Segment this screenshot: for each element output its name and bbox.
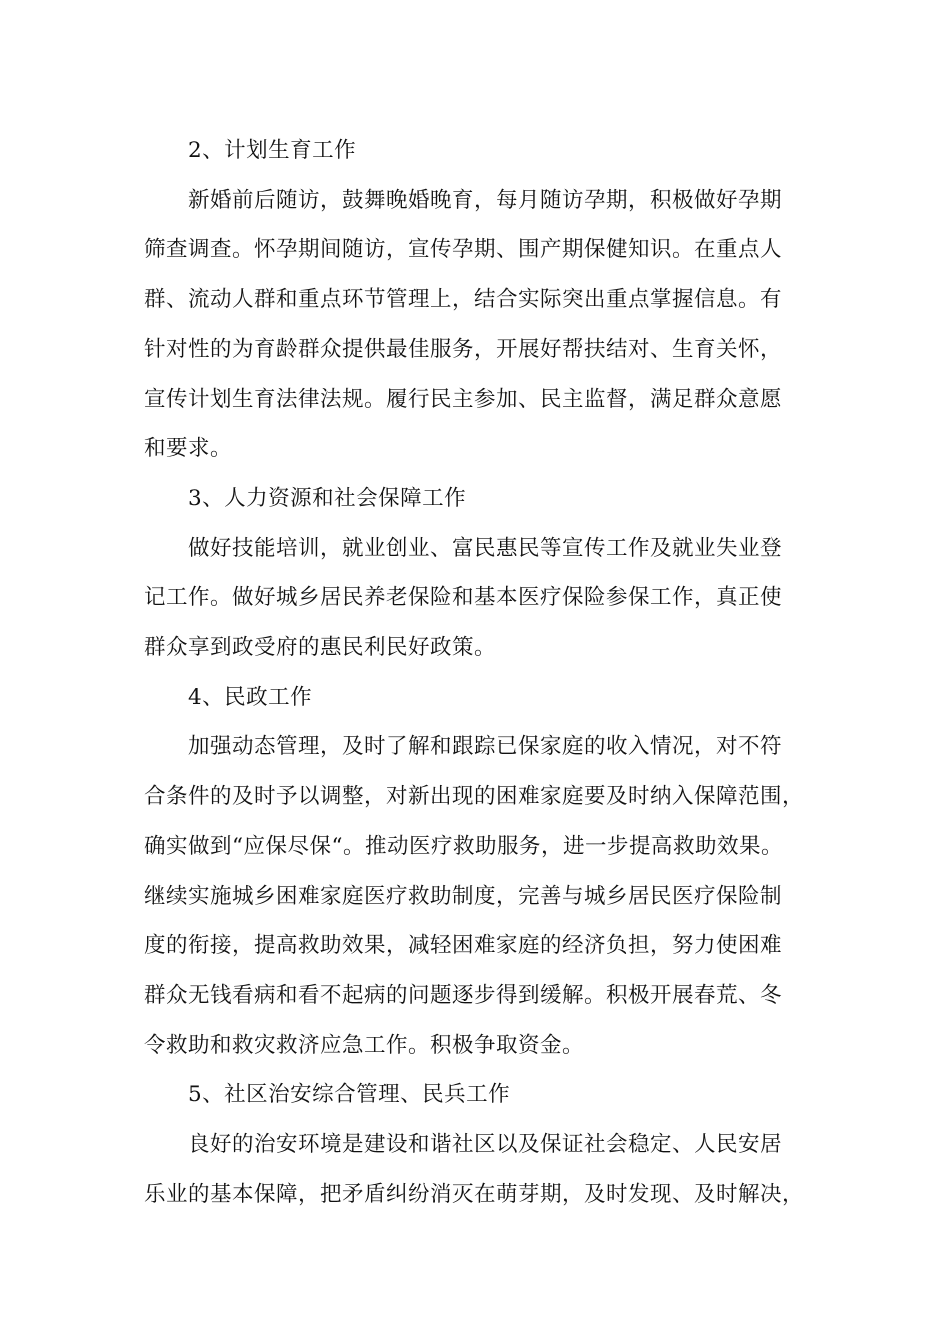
section-heading-community-security: 5、社区治安综合管理、民兵工作: [188, 1082, 511, 1108]
paragraph-line: 合条件的及时予以调整，对新出现的困难家庭要及时纳入保障范围，: [144, 784, 805, 810]
paragraph-line: 良好的治安环境是建设和谐社区以及保证社会稳定、人民安居: [188, 1132, 783, 1158]
section-heading-civil-affairs: 4、民政工作: [188, 684, 313, 710]
paragraph-line: 和要求。: [144, 436, 233, 462]
paragraph-line: 度的衔接，提高救助效果，减轻困难家庭的经济负担，努力使困难: [144, 933, 783, 959]
section-heading-human-resources: 3、人力资源和社会保障工作: [188, 485, 467, 511]
paragraph-line: 群众无钱看病和看不起病的问题逐步得到缓解。积极开展春荒、冬: [144, 982, 783, 1008]
paragraph-line: 群众享到政受府的惠民利民好政策。: [144, 635, 497, 661]
paragraph-line: 新婚前后随访，鼓舞晚婚晚育，每月随访孕期，积极做好孕期: [188, 187, 783, 213]
paragraph-line: 做好技能培训，就业创业、富民惠民等宣传工作及就业失业登: [188, 535, 783, 561]
paragraph-line: 令救助和救灾救济应急工作。积极争取资金。: [144, 1032, 585, 1058]
section-heading-family-planning: 2、计划生育工作: [188, 138, 357, 163]
paragraph-line: 群、流动人群和重点环节管理上，结合实际突出重点掌握信息。有: [144, 287, 783, 313]
paragraph-line: 继续实施城乡困难家庭医疗救助制度，完善与城乡居民医疗保险制: [144, 883, 783, 909]
paragraph-line: 记工作。做好城乡居民养老保险和基本医疗保险参保工作，真正使: [144, 585, 783, 611]
paragraph-line: 乐业的基本保障，把矛盾纠纷消灭在萌芽期，及时发现、及时解决，: [144, 1181, 805, 1207]
paragraph-line: 确实做到“应保尽保“。推动医疗救助服务，进一步提高救助效果。: [144, 833, 783, 859]
paragraph-line: 针对性的为育龄群众提供最佳服务，开展好帮扶结对、生育关怀，: [144, 336, 783, 362]
document-body: [144, 126, 834, 1219]
paragraph-line: 宣传计划生育法律法规。履行民主参加、民主监督，满足群众意愿: [144, 386, 783, 412]
paragraph-line: 筛查调查。怀孕期间随访，宣传孕期、围产期保健知识。在重点人: [144, 237, 783, 263]
paragraph-line: 加强动态管理，及时了解和跟踪已保家庭的收入情况，对不符: [188, 734, 783, 760]
